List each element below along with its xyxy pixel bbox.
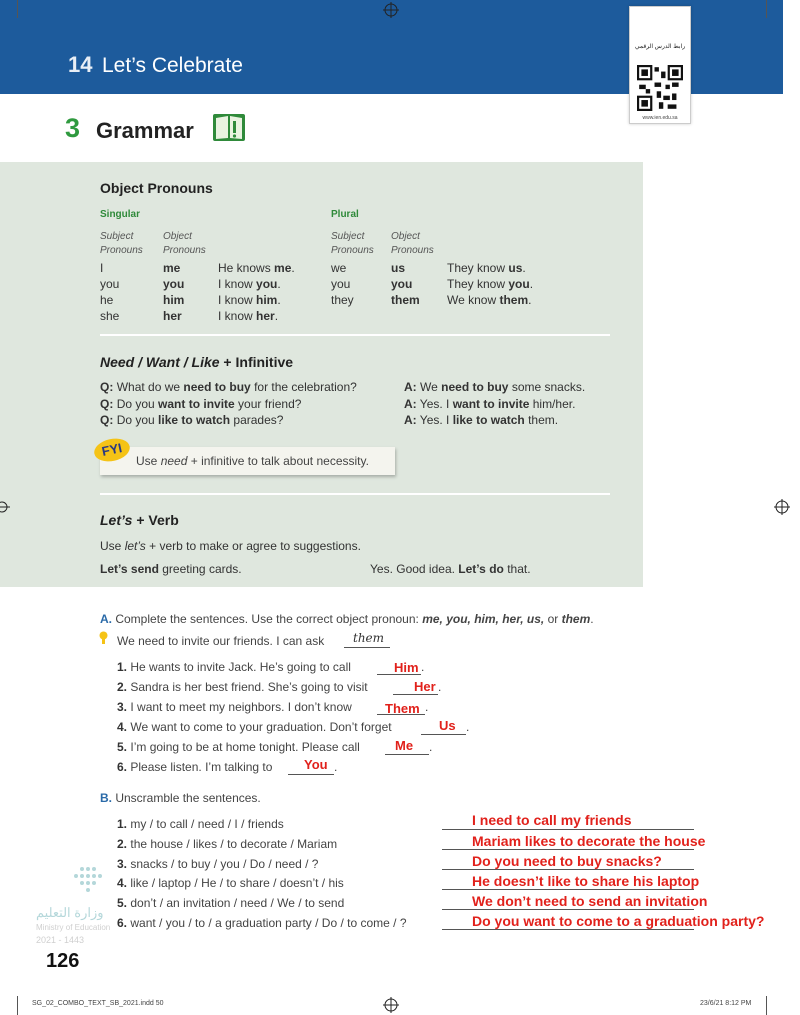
lets-example-1 — [100, 562, 242, 576]
answer-text: We don’t need to send an invitation — [472, 893, 708, 909]
q-text: Do you — [116, 397, 159, 411]
qr-url: www.ien.edu.sa — [642, 115, 678, 121]
question-row — [100, 413, 283, 427]
pronoun-subject: she — [100, 309, 120, 323]
pronoun-subject: they — [331, 293, 354, 307]
pronoun-object: you — [163, 277, 185, 291]
section-title: Grammar — [96, 118, 194, 143]
example-answer: them — [353, 631, 385, 645]
exercise-a-item — [117, 720, 392, 734]
item-number: 2. — [117, 680, 128, 694]
answer-text: Us — [439, 718, 456, 733]
q-label: Q: — [100, 380, 114, 394]
item-end: . — [466, 720, 470, 734]
fyi-badge: FYI — [92, 435, 132, 464]
q-end: for the celebration? — [250, 380, 357, 394]
example-bold: you — [508, 277, 530, 291]
answer-text: Do you want to come to a graduation party? — [472, 913, 765, 929]
example-bold: them — [499, 293, 529, 307]
q-label: Q: — [100, 413, 114, 427]
fyi-pre: Use — [136, 454, 161, 468]
example-end: . — [277, 293, 281, 307]
lets-title — [100, 512, 179, 528]
unit-title: Let’s Celebrate — [102, 54, 243, 77]
exercise-a-item — [117, 760, 272, 774]
scrambled-words: want / you / to / a graduation party / Do / to come / ? — [130, 916, 407, 930]
pronoun-example — [218, 293, 281, 307]
desc-post: + verb to make or agree to suggestions. — [145, 539, 361, 553]
exercise-b-letter: B. — [100, 791, 112, 805]
item-number: 1. — [117, 817, 128, 831]
grammar-box — [0, 162, 643, 587]
item-end: . — [429, 740, 433, 754]
exercise-b-instruction — [100, 791, 261, 805]
last-option: them — [561, 612, 591, 626]
answer-text: Her — [414, 679, 436, 694]
a-bold: like to watch — [452, 413, 525, 427]
answer-text: Me — [395, 738, 414, 753]
item-text: He wants to invite Jack. He’s going to call — [130, 660, 351, 674]
answer-text: Do you need to buy snacks? — [472, 853, 662, 869]
registration-mark-icon — [774, 499, 790, 515]
infinitive-title — [100, 354, 293, 370]
example-bold: her — [256, 309, 275, 323]
answer-row — [404, 413, 558, 427]
infinitive-title-rest: + Infinitive — [219, 354, 294, 370]
period: . — [590, 612, 594, 626]
item-end: . — [421, 660, 425, 674]
qr-code-icon[interactable] — [637, 65, 683, 111]
answer-line[interactable] — [442, 909, 694, 910]
a-end: them. — [524, 413, 559, 427]
answer-line — [344, 647, 390, 648]
item-number: 6. — [117, 916, 128, 930]
answer-row — [404, 397, 575, 411]
qr-card[interactable] — [629, 6, 691, 124]
unit-number: 14 — [68, 52, 93, 77]
question-row — [100, 380, 357, 394]
item-number: 5. — [117, 740, 128, 754]
pronoun-example — [447, 277, 533, 291]
divider — [100, 493, 610, 495]
item-number: 4. — [117, 876, 128, 890]
example-end: . — [529, 277, 534, 291]
example-text: He knows — [218, 261, 275, 275]
fyi-note — [100, 440, 395, 475]
q-bold: want to invite — [158, 397, 235, 411]
pronoun-options: me, you, him, her, us, — [422, 612, 545, 626]
exercise-b-item — [117, 817, 284, 831]
item-text: I’m going to be at home tonight. Please call — [130, 740, 360, 754]
a-end: him/her. — [529, 397, 576, 411]
q-text: What do we — [116, 380, 184, 394]
example-text: They know — [447, 261, 509, 275]
desc-italic: let’s — [124, 539, 146, 553]
scrambled-words: my / to call / need / I / friends — [130, 817, 284, 831]
q-label: Q: — [100, 397, 114, 411]
ex1-bold: Let’s send — [100, 562, 159, 576]
a-text: Yes. I — [419, 397, 453, 411]
q-end: parades? — [230, 413, 284, 427]
a-end: some snacks. — [508, 380, 586, 394]
item-end: . — [438, 680, 442, 694]
pronoun-example — [218, 261, 295, 275]
scrambled-words: like / laptop / He / to share / doesn’t / his — [130, 876, 344, 890]
plural-label: Plural — [331, 209, 359, 220]
example-end: . — [528, 293, 532, 307]
pronoun-example — [218, 277, 281, 291]
a-label: A: — [404, 380, 417, 394]
page-number: 126 — [46, 950, 80, 972]
registration-mark-icon — [383, 2, 399, 18]
exercise-a-item — [117, 680, 368, 694]
exercise-a-item — [117, 740, 360, 754]
answer-text: Them — [385, 701, 420, 716]
answer-line[interactable] — [385, 754, 429, 755]
section-number: 3 — [65, 113, 81, 143]
scrambled-words: the house / likes / to decorate / Mariam — [130, 837, 338, 851]
pronoun-object: you — [391, 277, 413, 291]
answer-text: Him — [394, 660, 419, 675]
example-bold: me — [274, 261, 292, 275]
answer-line[interactable] — [288, 774, 334, 775]
desc-pre: Use — [100, 539, 125, 553]
pronoun-object: me — [163, 261, 181, 275]
ex1-rest: greeting cards. — [158, 562, 242, 576]
item-end: . — [425, 700, 429, 714]
scrambled-words: don’t / an invitation / need / We / to send — [130, 896, 345, 910]
item-number: 5. — [117, 896, 128, 910]
singular-subject-header: Subject Pronouns — [100, 231, 143, 256]
crop-mark — [17, 996, 18, 1015]
item-text: We want to come to your graduation. Don’t forget — [130, 720, 392, 734]
item-number: 1. — [117, 660, 128, 674]
plural-subject-header: Subject Pronouns — [331, 231, 374, 256]
example-text: I know — [218, 309, 257, 323]
pronoun-example — [218, 309, 278, 323]
example-end: . — [277, 277, 281, 291]
item-number: 3. — [117, 700, 128, 714]
a-bold: need to buy — [441, 380, 509, 394]
scrambled-words: snacks / to buy / you / Do / need / ? — [130, 857, 319, 871]
answer-line[interactable] — [442, 929, 694, 930]
ministry-year: 2021 - 1443 — [36, 935, 85, 945]
footer-date: 23/6/21 8:12 PM — [700, 1000, 752, 1007]
object-pronouns-title: Object Pronouns — [100, 180, 213, 196]
item-number: 3. — [117, 857, 128, 871]
crop-mark — [17, 0, 18, 18]
a-text: We — [420, 380, 442, 394]
example-bold: us — [508, 261, 523, 275]
example-end: . — [274, 309, 279, 323]
plural-object-header: Object Pronouns — [391, 231, 434, 256]
a-label: A: — [404, 397, 417, 411]
pronoun-example — [447, 293, 531, 307]
ministry-arabic: وزارة التعليم — [36, 905, 104, 920]
pronoun-subject: we — [331, 261, 347, 275]
lightbulb-icon — [99, 631, 108, 645]
exercise-a-instruction — [100, 612, 594, 626]
example-bold: him — [256, 293, 278, 307]
item-text: I want to meet my neighbors. I don’t know — [130, 700, 352, 714]
exercise-a-item — [117, 700, 352, 714]
q-text: Do you — [116, 413, 159, 427]
divider — [100, 334, 610, 336]
pronoun-subject: you — [100, 277, 120, 291]
answer-text: Mariam likes to decorate the house — [472, 833, 706, 849]
q-end: your friend? — [234, 397, 302, 411]
item-number: 6. — [117, 760, 128, 774]
lets-title-italic: Let’s — [100, 512, 133, 528]
or-text: or — [544, 612, 562, 626]
answer-line[interactable] — [421, 734, 466, 735]
exercise-b-item — [117, 916, 407, 930]
example-bold: you — [256, 277, 278, 291]
answer-text: He doesn’t like to share his laptop — [472, 873, 700, 889]
footer-file: SG_02_COMBO_TEXT_SB_2021.indd 50 — [32, 1000, 164, 1007]
fyi-text — [136, 454, 369, 468]
answer-line[interactable] — [442, 869, 694, 870]
item-text: Please listen. I’m talking to — [130, 760, 273, 774]
pronoun-subject: I — [100, 261, 104, 275]
ex2-bold: Let’s do — [458, 562, 504, 576]
answer-text: You — [304, 757, 328, 772]
pronoun-example — [447, 261, 526, 275]
registration-mark-icon — [383, 997, 399, 1013]
item-number: 2. — [117, 837, 128, 851]
fyi-italic: need — [160, 454, 188, 468]
ex2-pre: Yes. Good idea. — [370, 562, 459, 576]
singular-label: Singular — [100, 209, 141, 220]
a-bold: want to invite — [452, 397, 530, 411]
answer-text: I need to call my friends — [472, 812, 632, 828]
lets-description — [100, 539, 361, 553]
example-text: I know — [218, 277, 257, 291]
crop-mark — [766, 996, 767, 1015]
question-row — [100, 397, 301, 411]
ministry-logo — [36, 865, 156, 945]
qr-caption: رابط الدرس الرقمي — [634, 44, 686, 50]
example-text: I know — [218, 293, 257, 307]
grammar-book-icon — [212, 111, 246, 143]
pronoun-subject: he — [100, 293, 114, 307]
pronoun-object: him — [163, 293, 185, 307]
a-label: A: — [404, 413, 417, 427]
q-bold: need to buy — [183, 380, 251, 394]
exercise-a-item — [117, 660, 351, 674]
example-end: . — [291, 261, 295, 275]
example-text: We know — [447, 293, 500, 307]
singular-object-header: Object Pronouns — [163, 231, 206, 256]
answer-line[interactable] — [442, 849, 694, 850]
ex2-post: that. — [503, 562, 531, 576]
fyi-post: + infinitive to talk about necessity. — [187, 454, 369, 468]
lets-example-2 — [370, 562, 531, 576]
exercise-a-letter: A. — [100, 612, 112, 626]
infinitive-title-italic: Need / Want / Like — [100, 354, 220, 370]
instruction-text: Unscramble the sentences. — [115, 791, 261, 805]
answer-line[interactable] — [393, 694, 438, 695]
answer-line[interactable] — [442, 829, 694, 830]
a-text: Yes. I — [419, 413, 453, 427]
answer-line[interactable] — [442, 889, 694, 890]
item-end: . — [334, 760, 338, 774]
item-number: 4. — [117, 720, 128, 734]
ministry-dots-icon — [36, 865, 106, 899]
item-text: Sandra is her best friend. She’s going to visit — [130, 680, 368, 694]
crop-mark — [766, 0, 767, 18]
lets-title-rest: + Verb — [132, 512, 179, 528]
pronoun-subject: you — [331, 277, 351, 291]
registration-mark-icon — [0, 499, 10, 515]
example-sentence: We need to invite our friends. I can ask — [117, 634, 325, 648]
instruction-text: Complete the sentences. Use the correct object pronoun: — [115, 612, 423, 626]
pronoun-object: them — [391, 293, 420, 307]
pronoun-object: us — [391, 261, 406, 275]
example-end: . — [522, 261, 526, 275]
ministry-english: Ministry of Education — [36, 923, 111, 932]
example-text: They know — [447, 277, 509, 291]
pronoun-object: her — [163, 309, 182, 323]
answer-row — [404, 380, 585, 394]
q-bold: like to watch — [158, 413, 231, 427]
exercise-b-item — [117, 837, 337, 851]
